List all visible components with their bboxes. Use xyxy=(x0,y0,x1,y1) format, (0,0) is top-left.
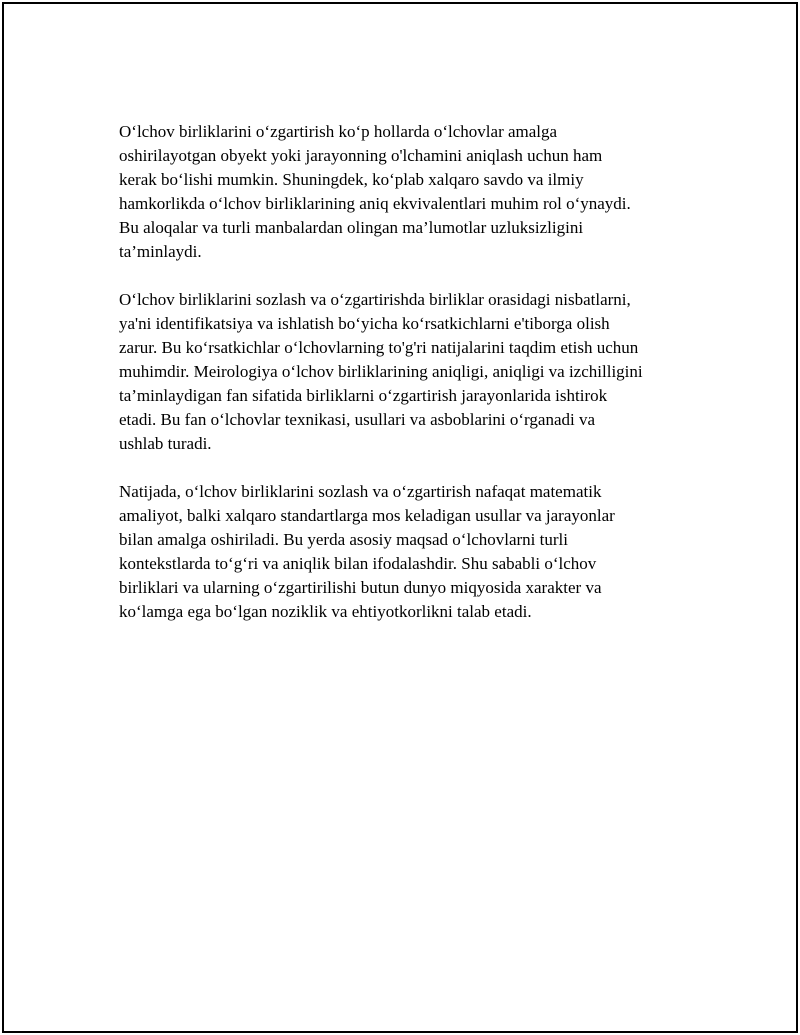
text-line: kerak bo‘lishi mumkin. Shuningdek, ko‘plab xalqaro savdo va ilmiy xyxy=(119,170,584,189)
text-line: Natijada, o‘lchov birliklarini sozlash va o‘zgartirish nafaqat matematik xyxy=(119,482,602,501)
text-line: oshirilayotgan obyekt yoki jarayonning o'lchamini aniqlash uchun ham xyxy=(119,146,603,165)
text-line: ta’minlaydi. xyxy=(119,242,202,261)
paragraph-3 xyxy=(119,480,689,624)
text-line: birliklari va ularning o‘zgartirilishi butun dunyo miqyosida xarakter va xyxy=(119,578,602,597)
paragraph-2 xyxy=(119,288,689,456)
text-line: bilan amalga oshiriladi. Bu yerda asosiy maqsad o‘lchovlarni turli xyxy=(119,530,568,549)
text-line: O‘lchov birliklarini sozlash va o‘zgartirishda birliklar orasidagi nisbatlarni, xyxy=(119,290,631,309)
document-body xyxy=(119,120,689,648)
text-line: kontekstlarda to‘g‘ri va aniqlik bilan ifodalashdir. Shu sababli o‘lchov xyxy=(119,554,597,573)
text-line: ta’minlaydigan fan sifatida birliklarni o‘zgartirish jarayonlarida ishtirok xyxy=(119,386,608,405)
text-line: etadi. Bu fan o‘lchovlar texnikasi, usullari va asboblarini o‘rganadi va xyxy=(119,410,596,429)
text-line: ya'ni identifikatsiya va ishlatish bo‘yicha ko‘rsatkichlarni e'tiborga olish xyxy=(119,314,610,333)
paragraph-1 xyxy=(119,120,689,264)
text-line: O‘lchov birliklarini o‘zgartirish ko‘p hollarda o‘lchovlar amalga xyxy=(119,122,558,141)
text-line: muhimdir. Meirologiya o‘lchov birliklarining aniqligi, aniqligi va izchilligini xyxy=(119,362,643,381)
text-line: amaliyot, balki xalqaro standartlarga mos keladigan usullar va jarayonlar xyxy=(119,506,615,525)
text-line: ko‘lamga ega bo‘lgan noziklik va ehtiyotkorlikni talab etadi. xyxy=(119,602,532,621)
text-line: ushlab turadi. xyxy=(119,434,212,453)
text-line: zarur. Bu ko‘rsatkichlar o‘lchovlarning to'g'ri natijalarini taqdim etish uchun xyxy=(119,338,639,357)
text-line: Bu aloqalar va turli manbalardan olingan ma’lumotlar uzluksizligini xyxy=(119,218,584,237)
document-page xyxy=(2,2,798,1033)
text-line: hamkorlikda o‘lchov birliklarining aniq ekvivalentlari muhim rol o‘ynaydi. xyxy=(119,194,631,213)
